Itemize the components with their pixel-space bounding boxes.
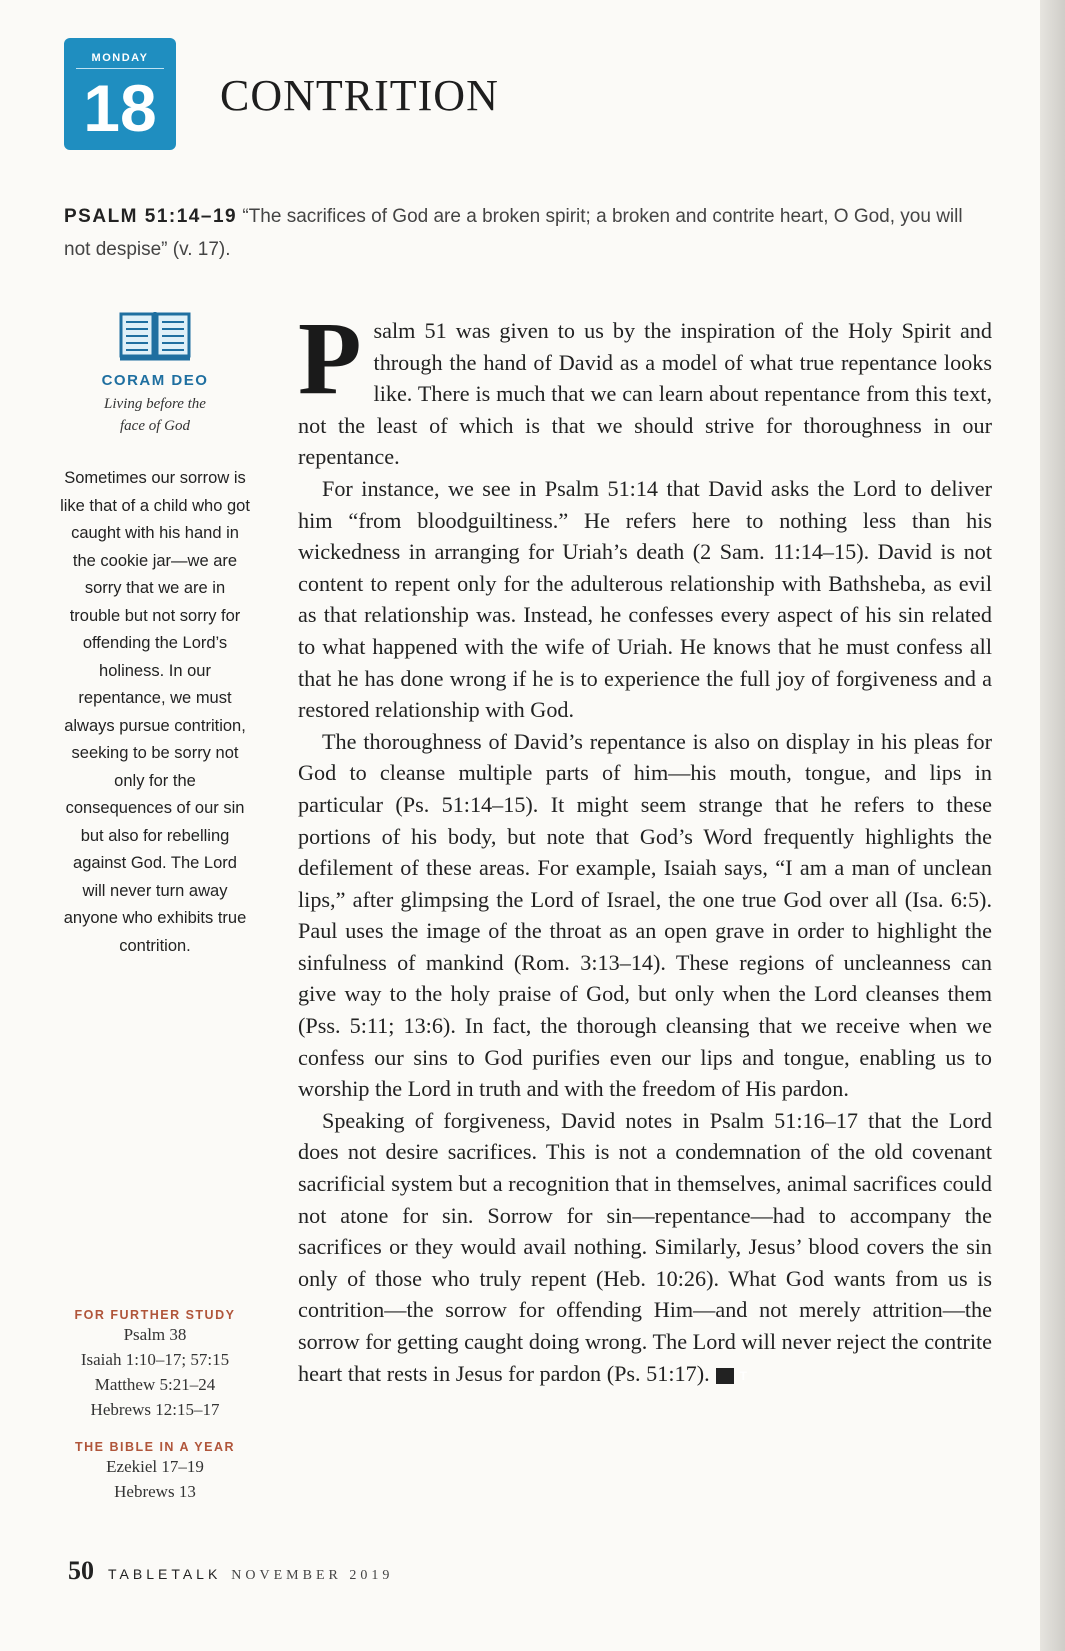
bible-year-list (60, 1454, 250, 1504)
badge-day: MONDAY (91, 52, 149, 64)
badge-number: 18 (83, 71, 157, 145)
list-item: Psalm 38 (123, 1325, 187, 1344)
further-study-box (60, 1308, 250, 1504)
page-footer (68, 1556, 393, 1586)
paragraph-1 (298, 301, 992, 473)
paragraph-1-text: salm 51 was given to us by the inspiration of the Holy Spirit and through the hand of David as a model of what true repentance looks like. There is much that we can learn about repentance from this text, not the least of which is that we should strive for thoroughness in our repentance. (298, 318, 992, 470)
issue-date: NOVEMBER 2019 (231, 1568, 394, 1583)
list-item: Matthew 5:21–24 (94, 1375, 216, 1394)
sidebar-heading: CORAM DEO (101, 372, 209, 389)
page-title: CONTRITION (220, 71, 499, 120)
open-book-icon (118, 310, 192, 362)
paragraph-3: The thoroughness of David’s repentance is also on display in his pleas for God to cleanse multiple parts of him—his mouth, tongue, and lips in particular (Ps. 51:14–15). It might seem strange that he refers to these portions of his body, but note that God’s Word frequently highlights the defilement of these areas. For example, Isaiah says, “I am a man of unclean lips,” after glimpsing the Lord of Israel, the one true God over all (Isa. 6:5). Paul uses the image of the throat as an open grave in order to highlight the sinfulness of mankind (Rom. 3:13–14). These regions of uncleanness can give way to the holy praise of God, but only when the Lord cleanses them (Pss. 5:11; 13:6). In fact, the thorough cleansing that we receive when we confess our sins to God purifies even our lips and tongue, enabling us to worship the Lord in truth and with the freedom of His pardon. (298, 728, 992, 1102)
page-number: 50 (68, 1556, 94, 1585)
sidebar-text: Sometimes our sorrow is like that of a child who got caught with his hand in the cookie jar—we are sorry that we are in trouble but not sorry for offending the Lord’s holiness. In our repentance, we must always pursue contrition, seeking to be sorry not only for the consequences of our sin but also for rebelling against God. The Lord will never turn away anyone who exhibits true contrition. (60, 469, 250, 955)
scripture-reference: PSALM 51:14–19 (64, 206, 238, 227)
bible-year-heading: THE BIBLE IN A YEAR (75, 1440, 235, 1454)
paragraph-4-text: Speaking of forgiveness, David notes in Psalm 51:16–17 that the Lord does not desire sacrifices. This is not a condemnation of the old covenant sacrificial system but a recognition that in themselves, animal sacrifices could not atone for sin. Sorrow for sin—repentance—had to accompany the sacrifices or they would avail nothing. Similarly, Jesus’ blood covers the sin only of those who truly repent (Heb. 10:26). What God wants from us is contrition—the sorrow for offending Him—and not merely attrition—the sorrow for getting caught doing wrong. The Lord will never reject the contrite heart that rests in Jesus for pardon (Ps. 51:17). (298, 1107, 992, 1386)
date-badge (64, 38, 176, 150)
end-mark-icon: T (716, 1368, 734, 1384)
further-study-list (60, 1322, 250, 1422)
badge-divider (76, 68, 164, 69)
list-item: Isaiah 1:10–17; 57:15 (80, 1350, 230, 1369)
drop-cap: P (298, 301, 362, 416)
paragraph-4 (298, 1105, 992, 1389)
bible-in-a-year (60, 1440, 250, 1504)
sidebar-subtitle: Living before the face of God (104, 396, 206, 434)
coram-deo-sidebar (60, 310, 250, 960)
scripture-header (64, 200, 994, 266)
further-study-heading: FOR FURTHER STUDY (74, 1308, 236, 1322)
list-item: Ezekiel 17–19 (106, 1457, 204, 1476)
magazine-name: TABLETALK (108, 1566, 222, 1582)
page-spine-shadow (1040, 0, 1065, 1651)
article-body (298, 301, 992, 1389)
paragraph-2: For instance, we see in Psalm 51:14 that David asks the Lord to deliver him “from bloodguiltiness.” He refers here to nothing less than his wickedness in arranging for Uriah’s death (2 Sam. 11:14–15). David is not content to repent only for the adulterous relationship with Bathsheba, as evil as that relationship was. Instead, he confesses every aspect of his sin related to what happened with the wife of Uriah. He knows that he must confess all that he has done wrong if he is to experience the full joy of forgiveness and a restored relationship with God. (298, 475, 992, 723)
scripture-quote: “The sacrifices of God are a broken spirit; a broken and contrite heart, O God, you will not despise” (v. 17). (64, 206, 963, 260)
list-item: Hebrews 12:15–17 (90, 1400, 220, 1419)
list-item: Hebrews 13 (114, 1482, 196, 1501)
